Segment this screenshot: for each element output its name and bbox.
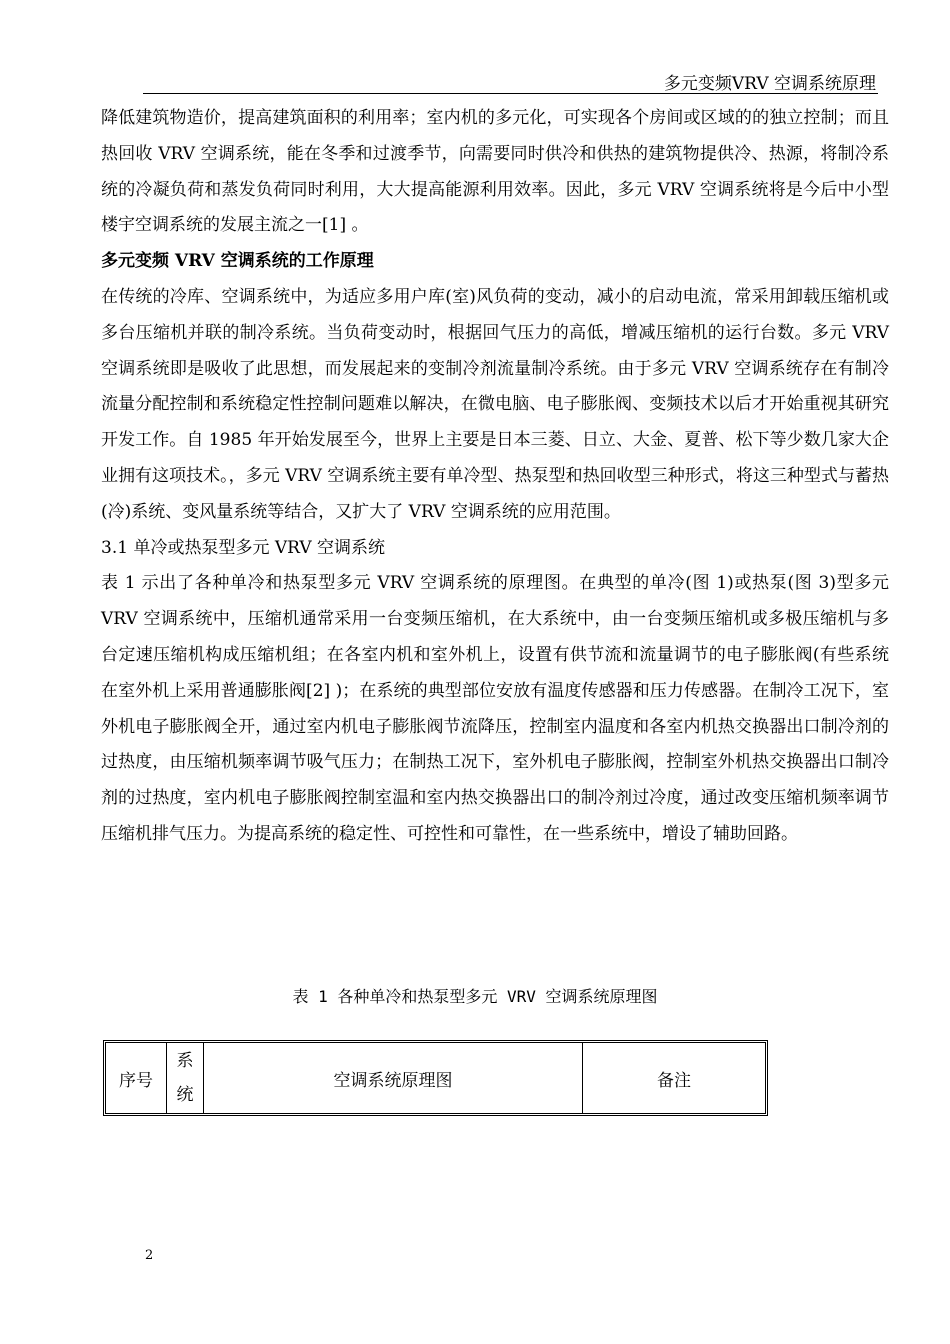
- paragraph-2: 在传统的冷库、空调系统中，为适应多用户库(室)风负荷的变动，减小的启动电流，常采用卸载压缩机或多台压缩机并联的制冷系统。当负荷变动时，根据回气压力的高低，增减压缩机的运行台数。多元 VRV 空调系统即是吸收了此思想，而发展起来的变制冷剂流量制冷系统。由于多元 VRV 空调系统存在有制冷流量分配控制和系统稳定性控制问题难以解决，在微电脑、电子膨胀阀、变频技术以后才开始重视其研究开发工作。自 1985 年开始发展至今，世界上主要是日本三菱、日立、大金、夏普、松下等少数几家大企业拥有这项技术。，多元 VRV 空调系统主要有单冷型、热泵型和热回收型三种形式，将这三种型式与蓄热(冷)系统、变风量系统等结合，又扩大了 VRV 空调系统的应用范围。: [101, 286, 889, 522]
- header-cell-index: 序号: [106, 1043, 167, 1113]
- table-caption: 表 1 各种单冷和热泵型多元 VRV 空调系统原理图: [292, 987, 658, 1006]
- system-table: [103, 1040, 768, 1116]
- section-heading: 多元变频 VRV 空调系统的工作原理: [101, 251, 374, 272]
- page-header-title: 多元变频VRV 空调系统原理: [663, 74, 876, 94]
- header-cell-system-top: 系: [176, 1051, 194, 1071]
- subsection-heading: 3.1 单冷或热泵型多元 VRV 空调系统: [101, 537, 385, 558]
- header-cell-system: [167, 1043, 204, 1113]
- header-cell-diagram: 空调系统原理图: [204, 1043, 583, 1113]
- header-divider: [143, 93, 878, 94]
- document-body: [101, 101, 889, 853]
- table-header-row: [106, 1043, 765, 1113]
- header-cell-system-bottom: 统: [176, 1085, 194, 1105]
- paragraph-3: 表 1 示出了各种单冷和热泵型多元 VRV 空调系统的原理图。在典型的单冷(图 1)或热泵(图 3)型多元 VRV 空调系统中，压缩机通常采用一台变频压缩机，在大系统中，由一台变频压缩机或多极压缩机与多台定速压缩机构成压缩机组；在各室内机和室外机上，设置有供节流和流量调节的电子膨胀阀(有些系统在室外机上采用普通膨胀阀[2] )；在系统的典型部位安放有温度传感器和压力传感器。在制冷工况下，室外机电子膨胀阀全开，通过室内机电子膨胀阀节流降压，控制室内温度和各室内机热交换器出口制冷剂的过热度，由压缩机频率调节吸气压力；在制热工况下，室外机电子膨胀阀，控制室外机热交换器出口制冷剂的过热度，室内机电子膨胀阀控制室温和室内热交换器出口的制冷剂过冷度，通过改变压缩机频率调节压缩机排气压力。为提高系统的稳定性、可控性和可靠性，在一些系统中，增设了辅助回路。: [101, 573, 889, 844]
- header-cell-notes: 备注: [657, 1070, 691, 1091]
- page-number: 2: [145, 1248, 154, 1263]
- paragraph-1: 降低建筑物造价，提高建筑面积的利用率；室内机的多元化，可实现各个房间或区域的的独立控制；而且热回收 VRV 空调系统，能在冬季和过渡季节，向需要同时供冷和供热的建筑物提供冷、热源，将制冷系统的冷凝负荷和蒸发负荷同时利用，大大提高能源利用效率。因此，多元 VRV 空调系统将是今后中小型楼宇空调系统的发展主流之一[1] 。: [101, 108, 889, 236]
